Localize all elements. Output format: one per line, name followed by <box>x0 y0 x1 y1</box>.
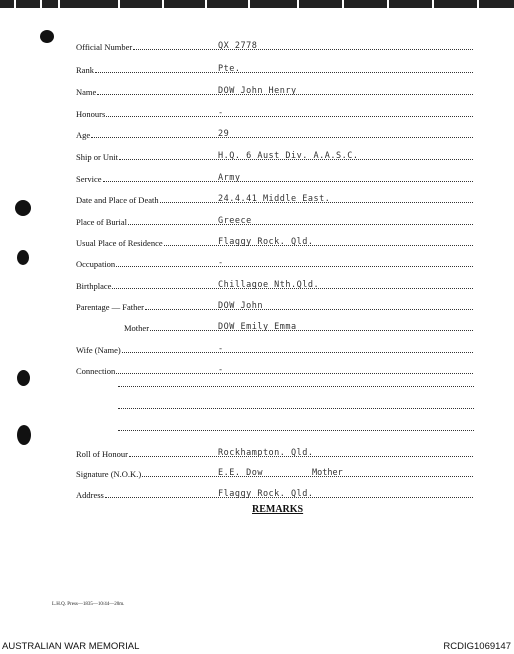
field-place-of-burial <box>76 213 474 227</box>
field-value: Army <box>218 173 241 183</box>
field-mother <box>76 319 474 333</box>
blank-line <box>118 430 474 431</box>
remarks-heading: REMARKS <box>252 504 304 515</box>
field-rank <box>76 61 474 75</box>
field-value: Rockhampton. Qld. <box>218 448 314 458</box>
field-usual-residence <box>76 234 474 248</box>
blank-line <box>118 408 474 409</box>
field-connection <box>76 362 474 376</box>
field-label: Ship or Unit <box>76 152 119 162</box>
field-occupation <box>76 255 474 269</box>
field-signature <box>76 465 474 479</box>
field-label: Parentage — Father <box>76 302 144 312</box>
punch-hole <box>17 370 30 386</box>
field-label: Occupation <box>76 259 116 269</box>
field-value: H.Q. 6 Aust Div. A.A.S.C. <box>218 151 359 161</box>
punch-hole <box>40 30 54 43</box>
footer-bar <box>0 641 514 654</box>
field-label: Signature (N.O.K.) <box>76 469 142 479</box>
field-father <box>76 298 474 312</box>
field-label: Wife (Name) <box>76 345 121 355</box>
blank-line <box>118 386 474 387</box>
punch-hole <box>17 425 31 445</box>
field-name <box>76 83 474 97</box>
field-value: 24.4.41 Middle East. <box>218 194 331 204</box>
field-value: - <box>218 344 224 354</box>
top-edge-band <box>0 0 514 8</box>
field-label: Connection <box>76 366 116 376</box>
field-value: QX 2778 <box>218 41 258 51</box>
field-value: Pte. <box>218 64 241 74</box>
field-value: DOW John <box>218 301 263 311</box>
field-label: Service <box>76 174 102 184</box>
field-value: DOW Emily Emma <box>218 322 297 332</box>
field-label: Address <box>76 490 104 500</box>
signature-relation: Mother <box>312 468 343 478</box>
field-label: Roll of Honour <box>76 449 128 459</box>
field-label: Honours <box>76 109 106 119</box>
field-value: - <box>218 258 224 268</box>
field-label: Name <box>76 87 97 97</box>
press-line: L.H.Q. Press—1835—10/44—20m. <box>52 602 125 607</box>
field-label: Birthplace <box>76 281 112 291</box>
field-label: Usual Place of Residence <box>76 238 163 248</box>
punch-hole <box>15 200 31 216</box>
field-value: Flaggy Rock. Qld. <box>218 237 314 247</box>
field-honours <box>76 105 474 119</box>
field-value: Flaggy Rock. Qld. <box>218 489 314 499</box>
field-label: Date and Place of Death <box>76 195 159 205</box>
field-label: Official Number <box>76 42 133 52</box>
field-label: Mother <box>124 323 150 333</box>
field-value: DOW John Henry <box>218 86 297 96</box>
field-address <box>76 486 474 500</box>
field-value: Greece <box>218 216 252 226</box>
punch-hole <box>17 250 29 265</box>
field-age <box>76 126 474 140</box>
field-service <box>76 170 474 184</box>
field-ship-or-unit <box>76 148 474 162</box>
field-wife <box>76 341 474 355</box>
field-value: E.E. Dow <box>218 468 263 478</box>
field-value: - <box>218 365 224 375</box>
footer-right-text: RCDIG1069147 <box>443 641 511 652</box>
field-value: 29 <box>218 129 230 139</box>
field-label: Rank <box>76 65 94 75</box>
field-label: Age <box>76 130 91 140</box>
field-label: Place of Burial <box>76 217 127 227</box>
field-value: - <box>218 108 224 118</box>
field-date-place-of-death <box>76 191 474 205</box>
field-roll-of-honour <box>76 445 474 459</box>
field-value: Chillagoe Nth.Qld. <box>218 280 320 290</box>
field-birthplace <box>76 277 474 291</box>
field-official-number <box>76 38 474 52</box>
footer-left-text: AUSTRALIAN WAR MEMORIAL <box>2 641 140 652</box>
